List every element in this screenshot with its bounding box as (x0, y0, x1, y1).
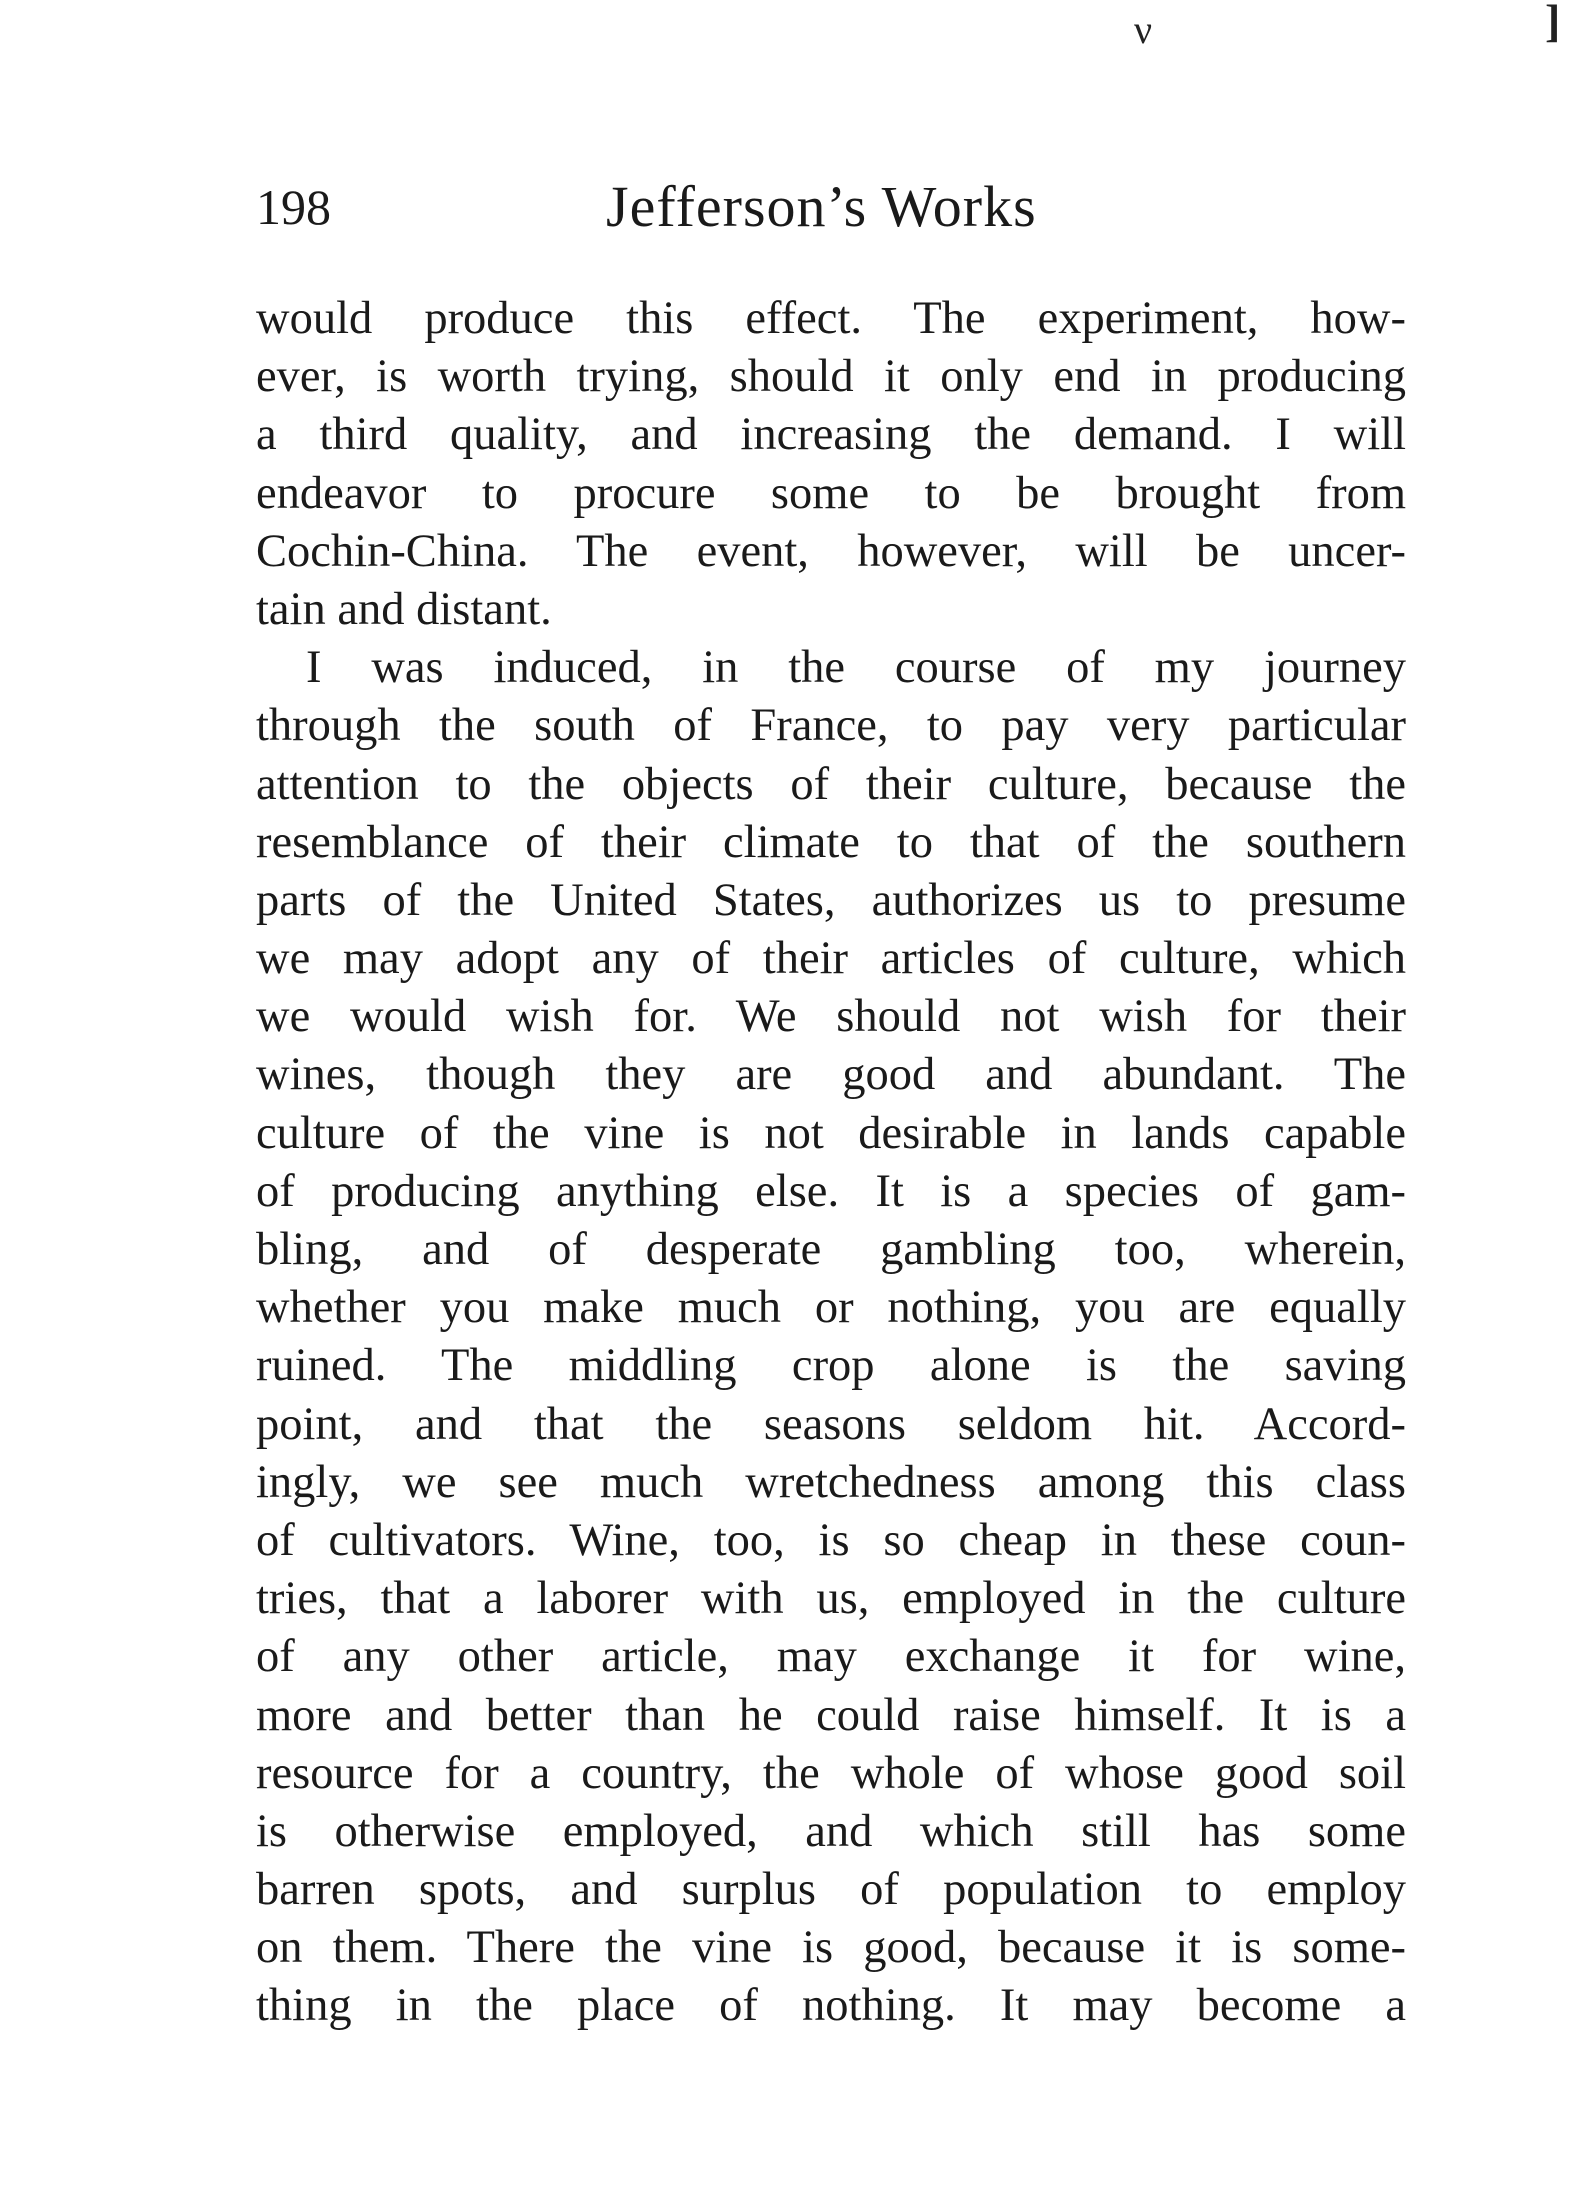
text-line: wines, though they are good and abundant. The (256, 1049, 1406, 1101)
text-line: tain and distant. (256, 583, 552, 635)
edge-mark: ] (1545, 0, 1561, 46)
text-line: ever, is worth trying, should it only end in producing (256, 351, 1406, 403)
text-line: whether you make much or nothing, you are equally (256, 1282, 1406, 1334)
text-line: point, and that the seasons seldom hit. Accord- (256, 1398, 1406, 1450)
text-line: we may adopt any of their articles of culture, which (256, 933, 1406, 985)
paragraph-start: I was induced, in the course of my journey (306, 642, 1406, 694)
text-line: ruined. The middling crop alone is the saving (256, 1340, 1406, 1392)
text-line: attention to the objects of their culture, because the (256, 758, 1406, 810)
text-line: on them. There the vine is good, because it is some- (256, 1922, 1406, 1974)
text-line: endeavor to procure some to be brought from (256, 467, 1406, 519)
text-line: parts of the United States, authorizes us to presume (256, 874, 1406, 926)
text-line: barren spots, and surplus of population to employ (256, 1864, 1406, 1916)
text-line: of cultivators. Wine, too, is so cheap in these coun- (256, 1514, 1406, 1566)
text-line: Cochin-China. The event, however, will be uncer- (256, 525, 1406, 577)
page-number: 198 (256, 179, 331, 235)
text-line: a third quality, and increasing the demand. I will (256, 409, 1406, 461)
text-line: is otherwise employed, and which still has some (256, 1805, 1406, 1857)
text-line: of any other article, may exchange it for wine, (256, 1631, 1406, 1683)
text-line: culture of the vine is not desirable in lands capable (256, 1107, 1406, 1159)
text-line: ingly, we see much wretchedness among this class (256, 1456, 1406, 1508)
text-line: we would wish for. We should not wish for their (256, 991, 1406, 1043)
body-text (256, 290, 1406, 2036)
running-head (256, 172, 1406, 252)
handwritten-mark: ν (1134, 7, 1153, 52)
text-line: would produce this effect. The experiment, how- (256, 293, 1406, 344)
text-line: resemblance of their climate to that of the southern (256, 816, 1406, 868)
text-line: resource for a country, the whole of whose good soil (256, 1747, 1406, 1799)
text-line: bling, and of desperate gambling too, wherein, (256, 1224, 1406, 1275)
text-line: tries, that a laborer with us, employed in the culture (256, 1573, 1406, 1625)
text-line: of producing anything else. It is a species of gam- (256, 1165, 1406, 1217)
text-line: through the south of France, to pay very particular (256, 700, 1406, 752)
text-line: thing in the place of nothing. It may become a (256, 1980, 1406, 2032)
text-line: more and better than he could raise himself. It is a (256, 1689, 1406, 1741)
page-title: Jefferson’s Works (606, 174, 1037, 239)
